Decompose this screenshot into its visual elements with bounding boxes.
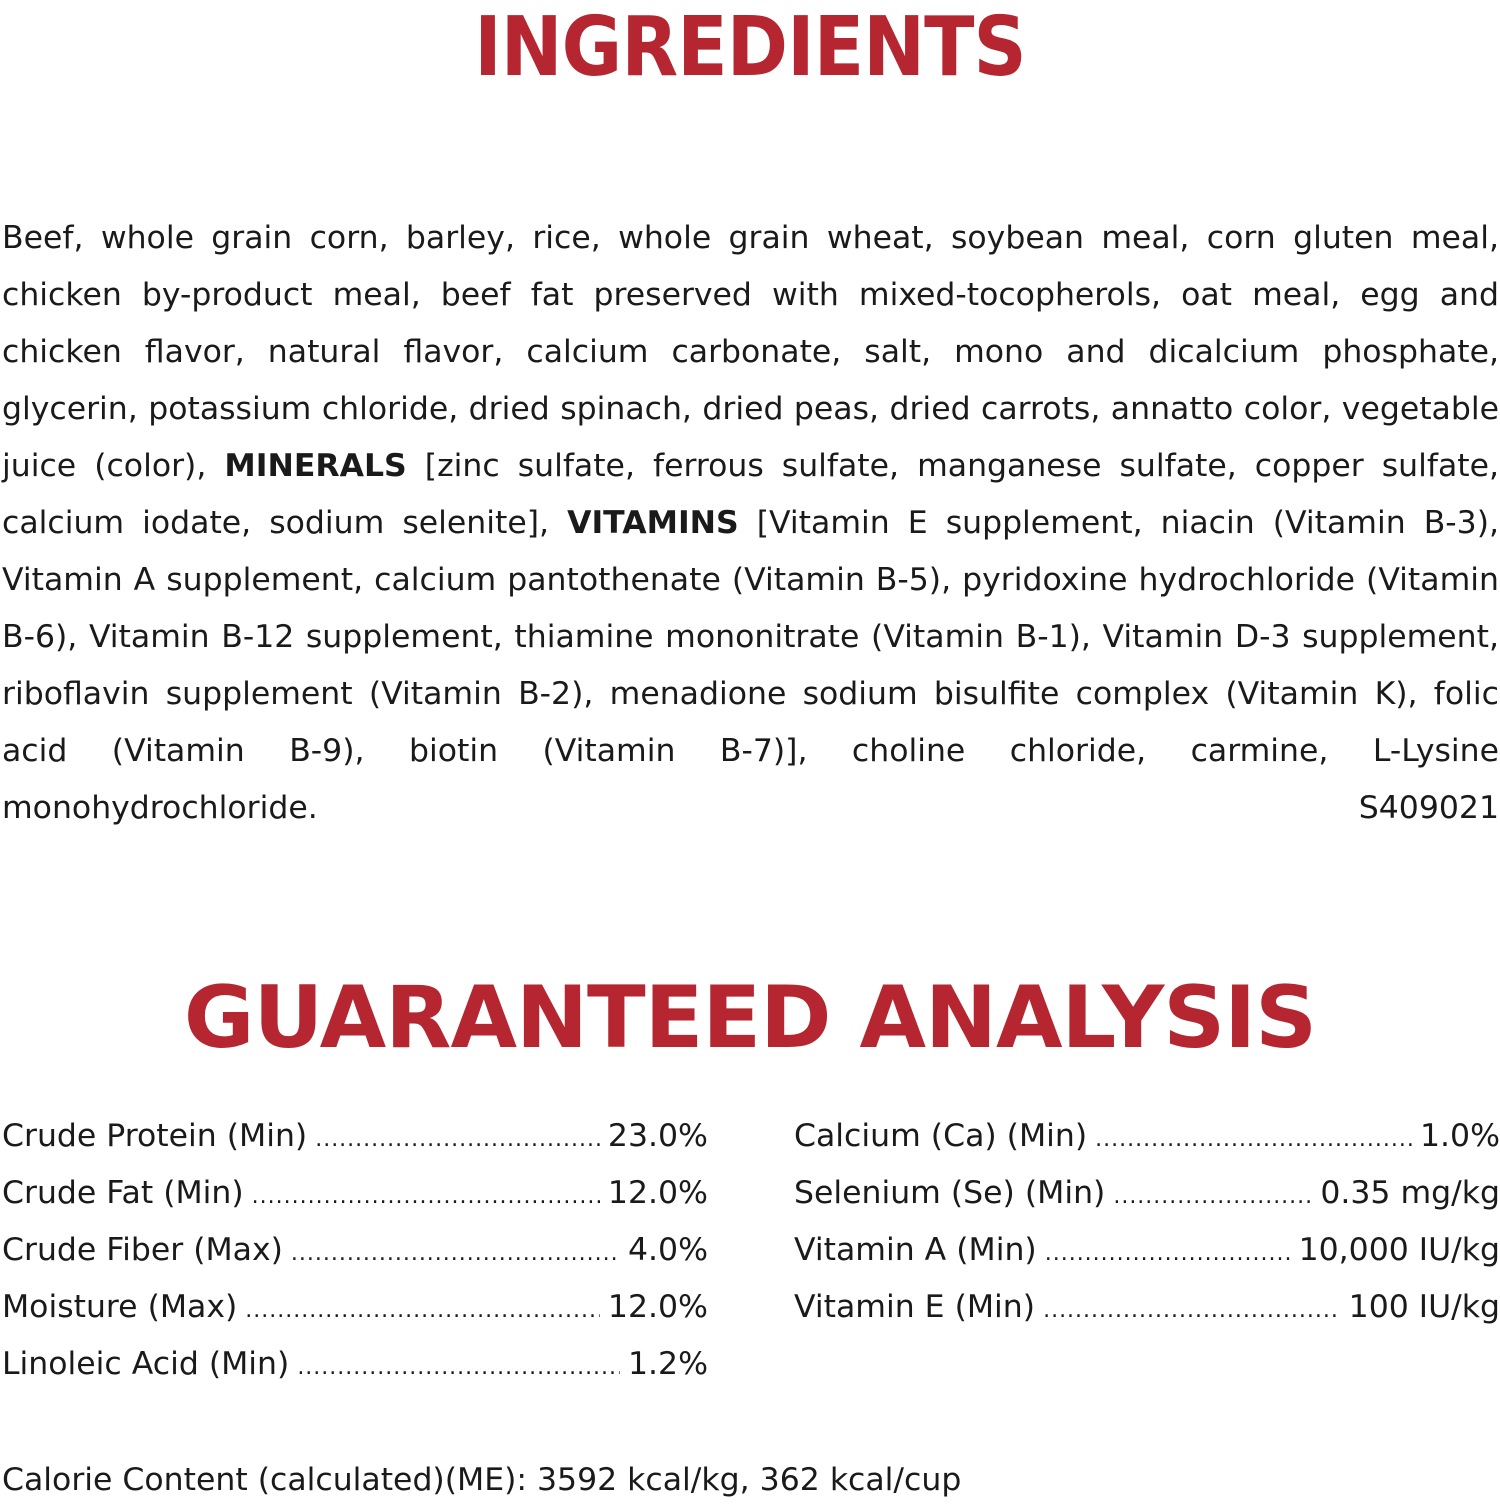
analysis-label: Selenium (Se) (Min) [794, 1175, 1106, 1211]
guaranteed-analysis-heading: GUARANTEED ANALYSIS [183, 968, 1317, 1068]
analysis-row [794, 1222, 1500, 1279]
analysis-label: Crude Fat (Min) [2, 1175, 244, 1211]
ingredients-text-part1: Beef, whole grain corn, barley, rice, whole grain wheat, soybean meal, corn gluten meal, chicken by-product meal, beef fat preserved with mixed-tocopherols, oat meal, egg and chicken flavor, natural flavor, calcium carbonate, salt, mono and dicalcium phosphate, glycerin, potassium chloride, dried spinach, dried peas, dried carrots, annatto color, vegetable juice (color), [2, 220, 1499, 484]
vitamins-list: [Vitamin E supplement, niacin (Vitamin B-3), Vitamin A supplement, calcium pantothenate (Vitamin B-5), pyridoxine hydrochloride (Vitamin B-6), Vitamin B-12 supplement, thiamine mononitrate (Vitamin B-1), Vitamin D-3 supplement, riboflavin supplement (Vitamin B-2), menadione sodium bisulfite complex (Vitamin K), folic acid (Vitamin B-9), biotin (Vitamin B-7)], choline chloride, carmine, L-Lysine monohydrochloride. [2, 505, 1500, 826]
analysis-value: 100 IU/kg [1348, 1289, 1500, 1325]
analysis-value: 10,000 IU/kg [1298, 1232, 1500, 1268]
dot-leader [297, 1339, 620, 1396]
dot-leader [245, 1282, 600, 1339]
product-code: S409021 [1358, 790, 1499, 826]
analysis-row [794, 1165, 1500, 1222]
analysis-label: Calcium (Ca) (Min) [794, 1118, 1088, 1154]
dot-leader [315, 1111, 600, 1168]
calorie-content: Calorie Content (calculated)(ME): 3592 kcal/kg, 362 kcal/cup [2, 1462, 962, 1498]
analysis-row [794, 1108, 1500, 1165]
analysis-label: Crude Protein (Min) [2, 1118, 308, 1154]
vitamins-label: VITAMINS [567, 505, 739, 541]
analysis-value: 12.0% [607, 1289, 708, 1325]
dot-leader [1113, 1168, 1312, 1225]
analysis-label: Crude Fiber (Max) [2, 1232, 283, 1268]
dot-leader [1045, 1225, 1291, 1282]
analysis-value: 1.2% [627, 1346, 708, 1382]
ingredients-heading: INGREDIENTS [474, 0, 1026, 95]
analysis-row [794, 1279, 1500, 1336]
analysis-row [2, 1336, 708, 1393]
minerals-label: MINERALS [224, 448, 407, 484]
analysis-value: 1.0% [1419, 1118, 1500, 1154]
analysis-row [2, 1279, 708, 1336]
analysis-label: Vitamin A (Min) [794, 1232, 1037, 1268]
analysis-row [2, 1108, 708, 1165]
analysis-value: 23.0% [607, 1118, 708, 1154]
analysis-column-right [794, 1108, 1500, 1336]
dot-leader [1095, 1111, 1412, 1168]
dot-leader [291, 1225, 620, 1282]
analysis-row [2, 1222, 708, 1279]
dot-leader [1043, 1282, 1341, 1339]
analysis-label: Moisture (Max) [2, 1289, 238, 1325]
dot-leader [252, 1168, 600, 1225]
analysis-row [2, 1165, 708, 1222]
analysis-label: Linoleic Acid (Min) [2, 1346, 290, 1382]
ingredients-list [2, 210, 1499, 837]
analysis-value: 4.0% [627, 1232, 708, 1268]
analysis-value: 12.0% [607, 1175, 708, 1211]
analysis-label: Vitamin E (Min) [794, 1289, 1036, 1325]
analysis-column-left [2, 1108, 708, 1393]
minerals-list: [zinc sulfate, ferrous sulfate, manganese sulfate, copper sulfate, calcium iodate, sodium selenite], [2, 448, 1500, 541]
analysis-value: 0.35 mg/kg [1320, 1175, 1500, 1211]
